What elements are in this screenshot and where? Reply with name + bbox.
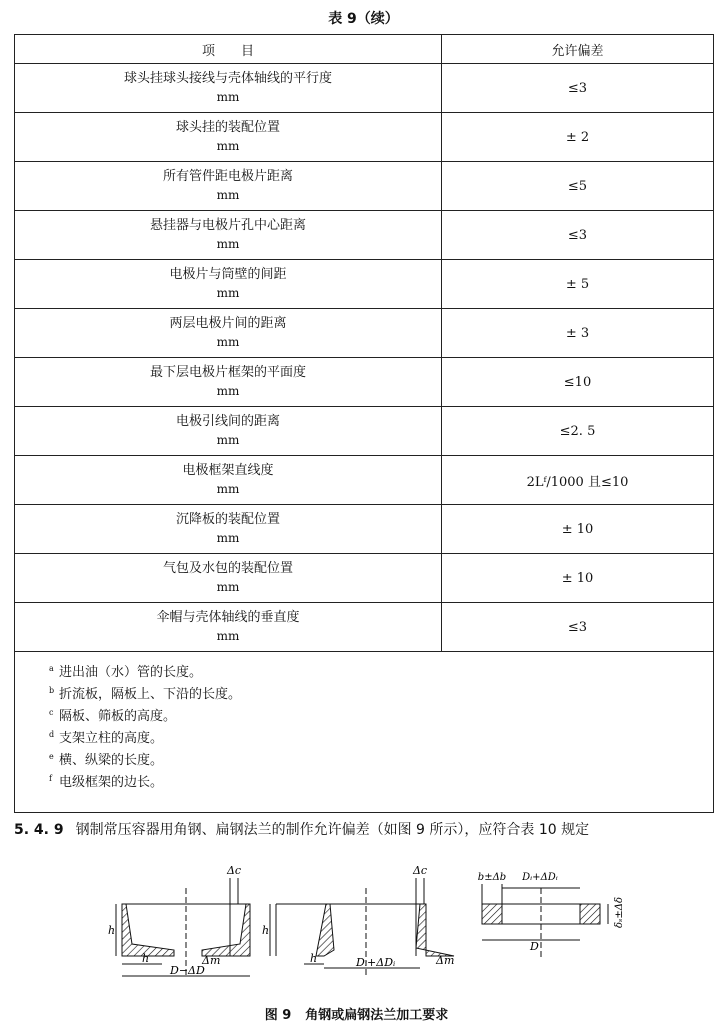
item-name: 伞帽与壳体轴线的垂直度: [156, 610, 300, 625]
note-text: 进出油（水）管的长度。: [59, 665, 203, 680]
item-unit: mm: [216, 482, 240, 496]
tolerance-table: [14, 34, 714, 813]
table-row: [15, 358, 714, 407]
note-text: 折流板，隔板上、下沿的长度。: [59, 687, 242, 702]
tolerance-cell: ≤3: [442, 211, 714, 260]
label-dc-1: Δc: [226, 864, 242, 877]
angle-flange-left: [116, 878, 250, 978]
table-row: [15, 456, 714, 505]
item-name: 球头挂的装配位置: [175, 120, 280, 135]
item-name: 气包及水包的装配位置: [162, 561, 293, 576]
item-name: 电极引线间的距离: [175, 414, 280, 429]
item-unit: mm: [216, 188, 240, 202]
item-name: 电极框架直线度: [182, 463, 274, 478]
item-cell: [15, 64, 442, 113]
table-row: [15, 407, 714, 456]
label-dm-2: Δm: [436, 954, 455, 967]
tolerance-cell: ± 3: [442, 309, 714, 358]
item-unit: mm: [216, 335, 240, 349]
note-text: 隔板、筛板的高度。: [59, 709, 177, 724]
item-cell: [15, 456, 442, 505]
item-name: 所有管件距电极片距离: [162, 169, 293, 184]
label-h-4: h: [310, 952, 318, 965]
table-row: [15, 64, 714, 113]
tolerance-cell: ≤3: [442, 64, 714, 113]
label-di-plus: Dᵢ+ΔDᵢ: [356, 956, 396, 969]
item-unit: mm: [216, 433, 240, 447]
table-note: [49, 728, 713, 750]
note-mark: b: [49, 686, 55, 695]
header-item: 项 目: [15, 35, 442, 64]
figure-caption: [0, 1004, 727, 1023]
label-d-minus: D−ΔD: [170, 964, 205, 977]
item-name: 球头挂球头接线与壳体轴线的平行度: [123, 71, 332, 86]
flat-flange-right: [482, 884, 608, 958]
item-cell: [15, 603, 442, 652]
item-cell: [15, 162, 442, 211]
note-mark: f: [49, 774, 52, 783]
table-note: [49, 750, 713, 772]
table-row: [15, 162, 714, 211]
note-mark: c: [49, 708, 54, 717]
tolerance-cell: ± 10: [442, 554, 714, 603]
note-text: 横、纵梁的长度。: [59, 753, 164, 768]
tolerance-cell: ≤3: [442, 603, 714, 652]
item-unit: mm: [216, 237, 240, 251]
label-h-2: h: [142, 952, 150, 965]
item-cell: [15, 260, 442, 309]
item-unit: mm: [216, 286, 240, 300]
item-unit: mm: [216, 629, 240, 643]
table-row: [15, 309, 714, 358]
table-note: [49, 662, 713, 684]
item-name: 电极片与筒壁的间距: [169, 267, 287, 282]
label-dm-1: Δm: [202, 954, 221, 967]
item-name: 两层电极片间的距离: [169, 316, 287, 331]
table-row: [15, 260, 714, 309]
note-mark: e: [49, 752, 54, 761]
item-cell: [15, 309, 442, 358]
figure-caption-text: 角钢或扁钢法兰加工要求: [305, 1008, 449, 1023]
item-cell: [15, 358, 442, 407]
note-text: 支架立柱的高度。: [59, 731, 164, 746]
label-di-plus-2: Dᵢ+ΔDᵢ: [522, 872, 558, 883]
label-b-pm: b±Δb: [477, 872, 507, 883]
label-h-3: h: [262, 924, 270, 937]
header-tolerance: 允许偏差: [442, 35, 714, 64]
label-dc-2: Δc: [412, 864, 428, 877]
item-unit: mm: [216, 90, 240, 104]
note-mark: a: [49, 664, 54, 673]
table-note: [49, 684, 713, 706]
item-cell: [15, 407, 442, 456]
table-note: [49, 772, 713, 794]
item-cell: [15, 505, 442, 554]
tolerance-cell: ± 2: [442, 113, 714, 162]
table-row: [15, 211, 714, 260]
table-row: [15, 603, 714, 652]
table-row: [15, 554, 714, 603]
item-unit: mm: [216, 580, 240, 594]
notes-row: [15, 652, 714, 813]
table-header-row: [15, 35, 714, 64]
tolerance-cell: ± 10: [442, 505, 714, 554]
item-unit: mm: [216, 384, 240, 398]
item-unit: mm: [216, 531, 240, 545]
item-cell: [15, 211, 442, 260]
label-d: D: [530, 940, 539, 953]
label-delta-s: δₛ±Δδ: [614, 896, 625, 928]
flange-diagram: [90, 858, 650, 988]
item-cell: [15, 113, 442, 162]
tolerance-cell: ≤10: [442, 358, 714, 407]
label-h-1: h: [108, 924, 116, 937]
table-notes: [15, 652, 714, 813]
tolerance-cell: ≤2. 5: [442, 407, 714, 456]
item-cell: [15, 554, 442, 603]
item-unit: mm: [216, 139, 240, 153]
table-note: [49, 706, 713, 728]
tolerance-cell: ≤5: [442, 162, 714, 211]
item-name: 最下层电极片框架的平面度: [149, 365, 306, 380]
tolerance-cell: 2Lᶠ/1000 且≤10: [442, 456, 714, 505]
clause-number: 5. 4. 9: [14, 822, 64, 838]
clause-paragraph: [14, 819, 589, 839]
clause-text: 钢制常压容器用角钢、扁钢法兰的制作允许偏差（如图 9 所示），应符合表 10 规定: [75, 822, 590, 838]
table-caption: 表 9（续）: [328, 11, 399, 27]
figure-caption-number: 图 9: [264, 1008, 292, 1023]
table-row: [15, 113, 714, 162]
tolerance-cell: ± 5: [442, 260, 714, 309]
note-text: 电级框架的边长。: [59, 775, 164, 790]
item-name: 沉降板的装配位置: [175, 512, 280, 527]
item-name: 悬挂器与电极片孔中心距离: [149, 218, 306, 233]
table-row: [15, 505, 714, 554]
note-mark: d: [49, 730, 55, 739]
